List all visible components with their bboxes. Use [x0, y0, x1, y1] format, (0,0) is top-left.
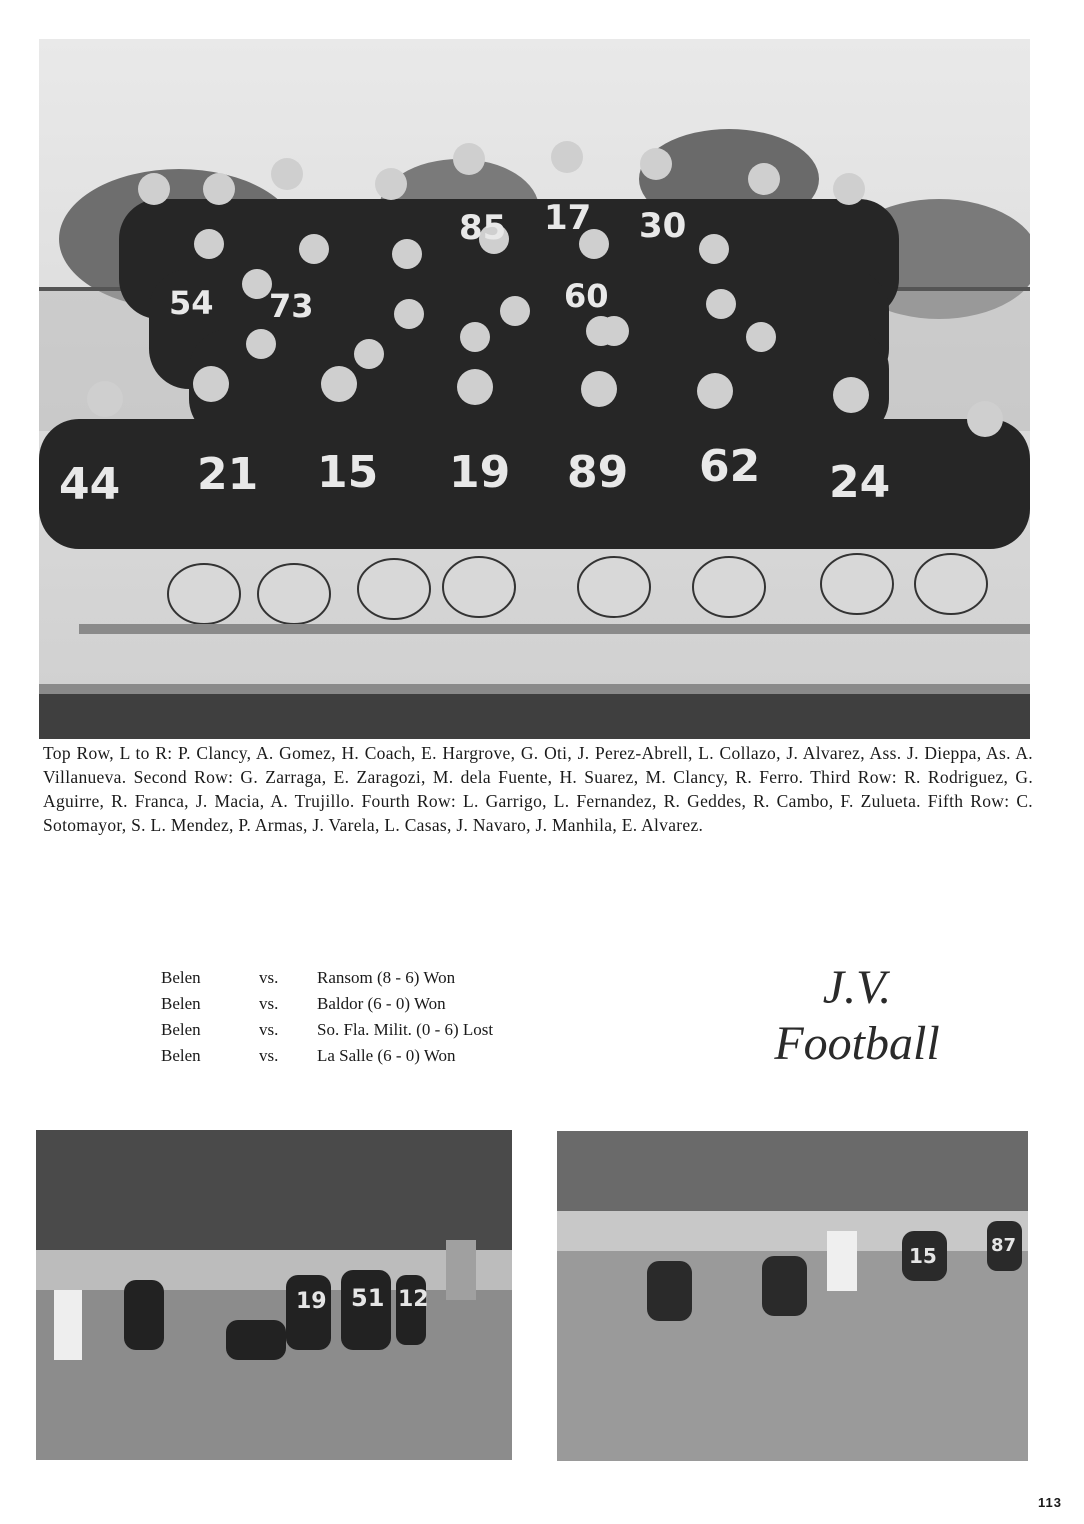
svg-text:62: 62: [699, 441, 761, 492]
schedule-opponent-result: Baldor (6 - 0) Won: [317, 994, 446, 1013]
svg-text:54: 54: [169, 284, 214, 322]
svg-text:73: 73: [269, 287, 314, 325]
schedule-row: [161, 965, 577, 991]
page-number: 113: [1038, 1495, 1062, 1510]
schedule-row: [161, 1017, 577, 1043]
title-line-1: J.V.: [822, 961, 892, 1014]
team-group-photo: [39, 39, 1030, 739]
svg-text:19: 19: [296, 1289, 327, 1314]
svg-text:87: 87: [991, 1235, 1017, 1256]
svg-text:19: 19: [449, 447, 511, 498]
schedule-team: Belen: [161, 1020, 201, 1039]
game-action-photo-right: [557, 1131, 1028, 1461]
schedule-opponent-result: Ransom (8 - 6) Won: [317, 968, 456, 987]
team-photo-graphic: [39, 39, 1030, 739]
section-title: [742, 960, 972, 1072]
svg-text:30: 30: [639, 206, 687, 246]
svg-text:21: 21: [197, 449, 259, 500]
svg-text:44: 44: [59, 459, 121, 510]
schedule-team: Belen: [161, 968, 201, 987]
svg-text:17: 17: [544, 198, 592, 238]
svg-text:15: 15: [317, 447, 379, 498]
schedule-team: Belen: [161, 994, 201, 1013]
svg-text:24: 24: [829, 457, 891, 508]
team-photo-caption: Top Row, L to R: P. Clancy, A. Gomez, H. Coach, E. Hargrove, G. Oti, J. Perez-Abrell, L. Collazo, J. Alvarez, Ass. J. Dieppa, As. A. Villanueva. Second Row: G. Zarraga, E. Zaragozi, M. dela Fuente, H. Suarez, M. Clancy, R. Ferro. Third Row: R. Rodriguez, G. Aguirre, R. Franca, J. Macia, A. Trujillo. Fourth Row: L. Garrigo, L. Fernandez, R. Geddes, R. Cambo, F. Zulueta. Fifth Row: C. Sotomayor, S. L. Mendez, P. Armas, J. Varela, L. Casas, J. Navaro, J. Manhila, E. Alvarez.: [43, 743, 1033, 835]
schedule-opponent-result: So. Fla. Milit. (0 - 6) Lost: [317, 1020, 494, 1039]
schedule-row: [161, 991, 577, 1017]
schedule-row: [161, 1043, 577, 1069]
schedule-opponent-result: La Salle (6 - 0) Won: [317, 1046, 456, 1065]
svg-text:51: 51: [351, 1284, 385, 1312]
schedule-vs: vs.: [259, 1020, 279, 1039]
game-photo-right-graphic: [557, 1131, 1028, 1461]
svg-text:15: 15: [909, 1244, 937, 1268]
schedule-vs: vs.: [259, 968, 279, 987]
schedule-vs: vs.: [259, 994, 279, 1013]
season-schedule: [161, 965, 577, 1069]
game-photo-left-graphic: [36, 1130, 512, 1460]
svg-text:12: 12: [398, 1287, 429, 1312]
schedule-team: Belen: [161, 1046, 201, 1065]
game-action-photo-left: [36, 1130, 512, 1460]
schedule-vs: vs.: [259, 1046, 279, 1065]
title-line-2: Football: [774, 1017, 940, 1070]
svg-text:60: 60: [564, 277, 609, 315]
svg-text:89: 89: [567, 447, 629, 498]
svg-text:85: 85: [459, 208, 507, 248]
